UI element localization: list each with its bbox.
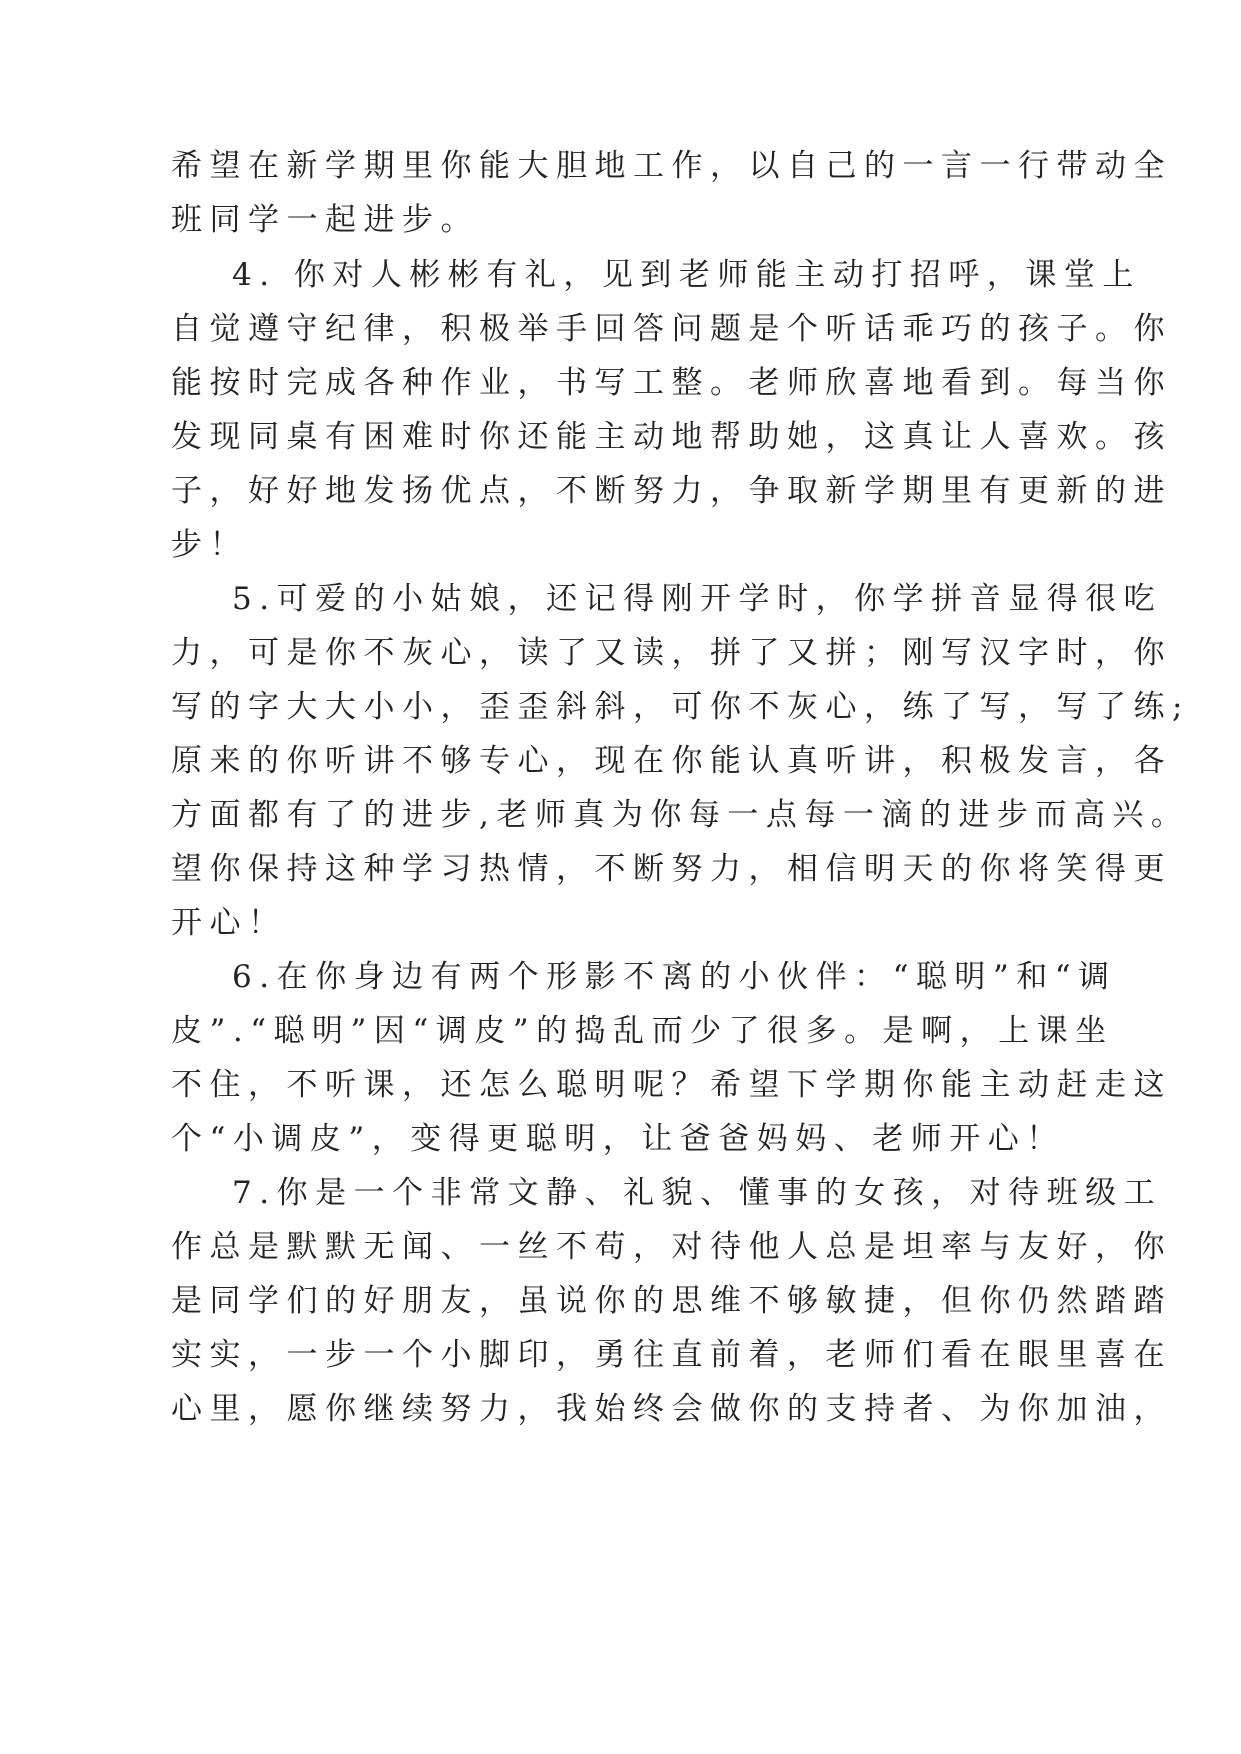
text-line bbox=[0, 299, 1241, 359]
text-line bbox=[0, 353, 1241, 413]
text-line bbox=[0, 1325, 1241, 1385]
text-line-content: 自觉遵守纪律，积极举手回答问题是个听话乖巧的孩子。你 bbox=[171, 311, 1172, 347]
text-line-content: 发现同桌有困难时你还能主动地帮助她，这真让人喜欢。孩 bbox=[171, 419, 1172, 455]
text-line bbox=[0, 1271, 1241, 1331]
text-line-content: 开心！ bbox=[171, 905, 287, 941]
text-line-content: 皮”.“聪明”因“调皮”的捣乱而少了很多。是啊，上课坐 bbox=[171, 1013, 1114, 1049]
text-line-content: 不住，不听课，还怎么聪明呢？希望下学期你能主动赶走这 bbox=[171, 1067, 1172, 1103]
text-line-content: 实实，一步一个小脚印，勇往直前着，老师们看在眼里喜在 bbox=[171, 1337, 1172, 1373]
text-line bbox=[0, 839, 1241, 899]
text-line bbox=[0, 407, 1241, 467]
text-line-content: 原来的你听讲不够专心，现在你能认真听讲，积极发言，各 bbox=[171, 743, 1172, 779]
text-line-content: 方面都有了的进步,老师真为你每一点每一滴的进步而高兴。 bbox=[171, 797, 1190, 833]
text-line bbox=[0, 623, 1241, 683]
text-line-content: 望你保持这种学习热情，不断努力，相信明天的你将笑得更 bbox=[171, 851, 1172, 887]
text-line bbox=[0, 461, 1241, 521]
text-line-content: 步！ bbox=[171, 527, 248, 563]
text-line-content: 4. 你对人彬彬有礼，见到老师能主动打招呼，课堂上 bbox=[232, 257, 1141, 293]
text-line-content: 能按时完成各种作业，书写工整。老师欣喜地看到。每当你 bbox=[171, 365, 1172, 401]
text-line-content: 6.在你身边有两个形影不离的小伙伴：“聪明”和“调 bbox=[232, 959, 1117, 995]
text-line-content: 作总是默默无闻、一丝不苟，对待他人总是坦率与友好，你 bbox=[171, 1229, 1172, 1265]
text-line bbox=[0, 1109, 1241, 1169]
text-line bbox=[0, 245, 1241, 305]
text-line-content: 个“小调皮”，变得更聪明，让爸爸妈妈、老师开心！ bbox=[171, 1121, 1065, 1157]
text-line bbox=[0, 190, 1241, 250]
text-line-content: 希望在新学期里你能大胆地工作，以自己的一言一行带动全 bbox=[171, 148, 1172, 184]
text-line bbox=[0, 1217, 1241, 1277]
text-line bbox=[0, 731, 1241, 791]
text-line bbox=[0, 569, 1241, 629]
text-line bbox=[0, 893, 1241, 953]
text-line-content: 5.可爱的小姑娘，还记得刚开学时，你学拼音显得很吃 bbox=[232, 581, 1163, 617]
text-line bbox=[0, 947, 1241, 1007]
text-line-content: 子，好好地发扬优点，不断努力，争取新学期里有更新的进 bbox=[171, 473, 1172, 509]
text-line-content: 是同学们的好朋友，虽说你的思维不够敏捷，但你仍然踏踏 bbox=[171, 1283, 1172, 1319]
text-line-content: 心里，愿你继续努力，我始终会做你的支持者、为你加油， bbox=[171, 1391, 1172, 1427]
text-line bbox=[0, 1163, 1241, 1223]
text-line bbox=[0, 1379, 1241, 1439]
text-line bbox=[0, 785, 1241, 845]
text-line bbox=[0, 136, 1241, 196]
text-line bbox=[0, 1001, 1241, 1061]
text-line-content: 7.你是一个非常文静、礼貌、懂事的女孩，对待班级工 bbox=[232, 1175, 1163, 1211]
text-line bbox=[0, 515, 1241, 575]
text-line-content: 力，可是你不灰心，读了又读，拼了又拼；刚写汉字时，你 bbox=[171, 635, 1172, 671]
text-line-content: 写的字大大小小，歪歪斜斜，可你不灰心，练了写，写了练; bbox=[171, 689, 1190, 725]
text-line bbox=[0, 1055, 1241, 1115]
text-line bbox=[0, 677, 1241, 737]
text-line-content: 班同学一起进步。 bbox=[171, 202, 479, 238]
